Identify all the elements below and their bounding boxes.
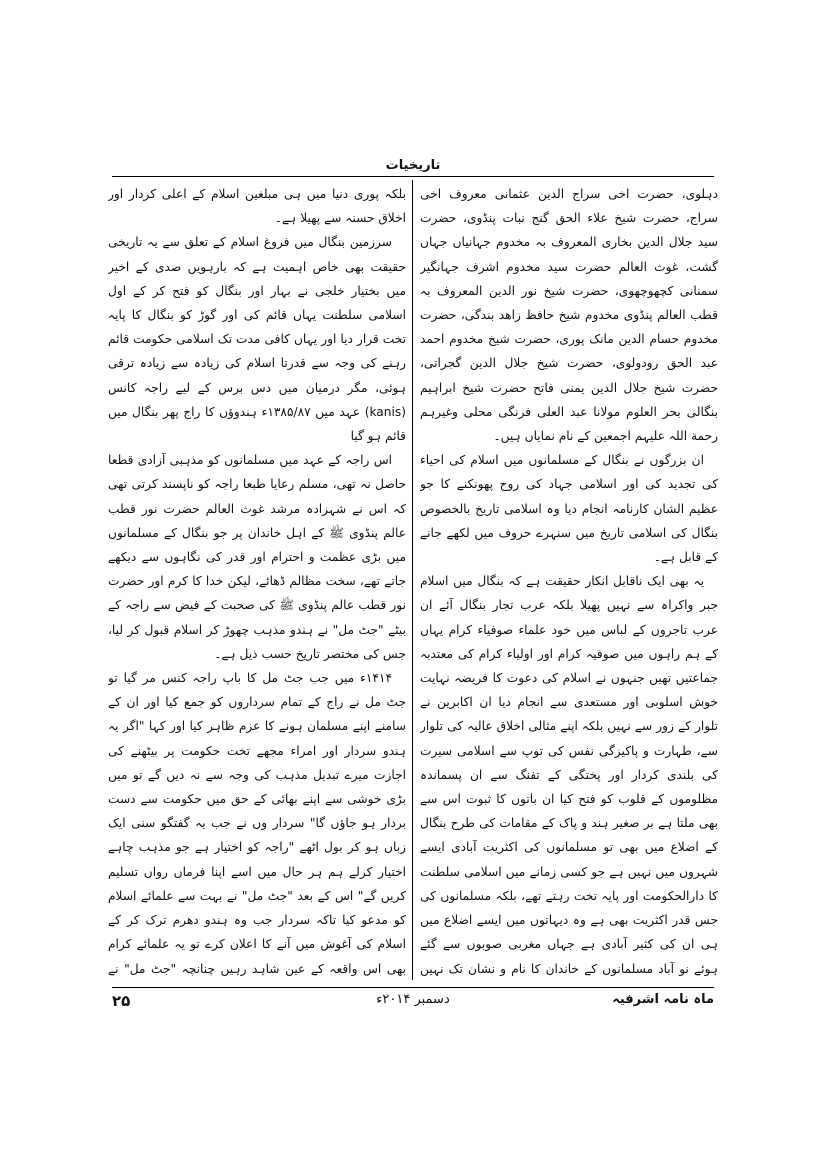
left-paragraph-2: سرزمین بنگال میں فروغ اسلام کے تعلق سے یہ تاریخی حقیقت بھی خاص اہمیت ہے کہ بارہویں صدی کے اخیر میں بختیار خلجی نے بہار اور بنگال کو فتح کر کے اول اسلامی سلطنت یہاں قائم کی اور گوڑ کو بنگال کا پایہ تخت قرار دیا اور یہاں کافی مدت تک اسلامی حکومت قائم رہنے کی وجہ سے قدرتا اسلام کی زیادہ سے زیادہ ترقی ہوئی، مگر درمیان میں دس برس کے لیے راجہ کانس (kanis) عہد میں ۱۳۸۵/۸۷ء ہندوؤں کا راج پھر بنگال میں قائم ہو گیا bbox=[108, 235, 406, 444]
header-rule bbox=[112, 176, 714, 177]
page-header-title: تاریخیات bbox=[385, 158, 441, 173]
right-paragraph-2: ان بزرگوں نے بنگال کے مسلمانوں میں اسلام کی احیاء کی تجدید کی اور اسلامی جہاد کی روح پھونکنے کا جو عظیم الشان کارنامہ انجام دیا وہ اسلامی تاریخ بالخصوص بنگال کی اسلامی تاریخ میں سنہرے حروف میں لکھے جانے کے قابل ہے۔ bbox=[420, 453, 718, 565]
column-divider bbox=[412, 180, 413, 980]
left-paragraph-4: ۱۴۱۴ء میں جب جٹ مل کا باپ راجہ کنس مر گیا تو جٹ مل نے راج کے تمام سرداروں کو جمع کیا اور ان کے سامنے اپنے مسلمان ہونے کا عزم ظاہر کیا اور کہا "اگر یہ ہندو سردار اور امراء مجھے تخت حکومت پر بیٹھنے کی اجازت میرے تبدیل مذہب کی وجہ سے نہ دیں گے تو میں بڑی خوشی سے اپنے بھائی کے حق میں حکومت سے دست بردار ہو جاؤں گا" سردار وں نے جب یہ گفتگو سنی ایک زباں ہو کر بول اٹھے "راجہ کو اختیار ہے جو مذہب چاہے اختیار کرلے ہم ہر حال میں اسے اپنا فرماں رواں تسلیم کریں گے" اس کے بعد "جٹ مل" نے بہت سے علمائے اسلام کو مدعو کیا تاکہ سردار جب وہ ہندو دھرم ترک کر کے اسلام کی آغوش میں آنے کا اعلان کرے تو یہ علمائے کرام بھی اس واقعہ کے عین شاہد رہیں چنانچہ "جٹ مل" نے bbox=[108, 671, 406, 976]
right-column bbox=[420, 182, 718, 980]
footer-magazine-name: ماہ نامہ اشرفیہ bbox=[612, 992, 714, 1007]
footer-date: دسمبر ۲۰۱۴ء bbox=[376, 992, 450, 1007]
left-paragraph-3: اس راجہ کے عہد میں مسلمانوں کو مذہبی آزادی قطعا حاصل نہ تھی، مسلم رعایا طبعا راجہ کو ناپسند کرتی تھی کہ اس نے شہزادہ مرشد غوث العالم حضرت نور قطب عالم پنڈوی ﷺ کے اہل خاندان پر جو بنگال کے مسلمانوں میں بڑی عظمت و احترام اور قدر کی نگاہوں سے دیکھے جاتے تھے، سخت مظالم ڈھائے، لیکن خدا کا کرم اور حضرت نور قطب عالم پنڈوی ﷺ کی صحبت کے فیض سے راجہ کے بیٹے "جٹ مل" نے ہندو مذہب چھوڑ کر اسلام قبول کر لیا، جس کی مختصر تاریخ حسب ذیل ہے۔ bbox=[108, 453, 406, 661]
page-number: ۲۵ bbox=[112, 992, 131, 1010]
right-paragraph-1: دہلوی، حضرت اخی سراج الدین عثمانی معروف اخی سراج، حضرت شیخ علاء الحق گنج نبات پنڈوی، حضرت سید جلال الدین بخاری المعروف بہ مخدوم جہانیاں جہاں گشت، غوث العالم حضرت سید مخدوم اشرف جہانگیر سمنانی کچھوچھوی، حضرت شیخ نور الدین المعروف بہ قطب العالم پنڈوی مخدوم شیخ حافظ زاهد بندگی، حضرت مخدوم حسام الدین مانک پوری، حضرت شیخ مخدوم احمد عبد الحق رودولوی، حضرت شیخ جلال الدین گجراتی، حضرت شیخ جلال الدین یمنی فاتح حضرت شیخ ابراہیم بنگالی بحر العلوم مولانا عبد العلی فرنگی محلی وغیرہم رحمة اللہ علیہم اجمعین کے نام نمایاں ہیں۔ bbox=[420, 187, 718, 444]
footer-rule bbox=[112, 987, 714, 988]
right-paragraph-3: یہ بھی ایک ناقابل انکار حقیقت ہے کہ بنگال میں اسلام جبر واکراہ سے نہیں پھیلا بلکہ عرب تجار بنگال آئے ان عرب تاجروں کے لباس میں خود علماء صوفیاء کرام یہاں کے ہم راہوں میں صوفیہ کرام اور اولیاء کرام کی معتدبہ جماعتیں تھیں جنہوں نے اسلام کی دعوت کا فریضہ نہایت خوش اسلوبی اور مستعدی سے انجام دیا ان اکابرین نے تلوار کے زور سے نہیں بلکہ اپنے مثالی اخلاق عالیہ کی تلوار سے، طہارت و پاکیزگی نفس کی توپ سے اسلامی سیرت کی بلندی کردار اور پختگی کے تفنگ سے ان پسماندہ مظلوموں کے قلوب کو فتح کیا ان باتوں کا ثبوت اس سے بھی ملتا ہے بر صغیر ہند و پاک کے مقامات کی طرح بنگال کے اضلاع میں بھی تو مسلمانوں کی اکثریت آبادی ایسے شہروں میں نہیں ہے جو کسی زمانے میں اسلامی سلطنت کا دارالحکومت اور پایہ تخت رہتے تھے، بلکہ مسلمانوں کی جس قدر اکثریت بھی ہے وہ دیہاتوں میں ایسے اضلاع میں ہی ان کی کثیر آبادی ہے جہاں مغربی صوبوں سے گئے ہوئے نو آباد مسلمانوں کے خاندان کا نام و نشان تک نہیں bbox=[420, 574, 718, 976]
left-paragraph-1: بلکہ پوری دنیا میں ہی مبلغین اسلام کے اعلی کردار اور اخلاق حسنہ سے پھیلا ہے۔ bbox=[108, 187, 406, 226]
left-column bbox=[108, 182, 406, 980]
